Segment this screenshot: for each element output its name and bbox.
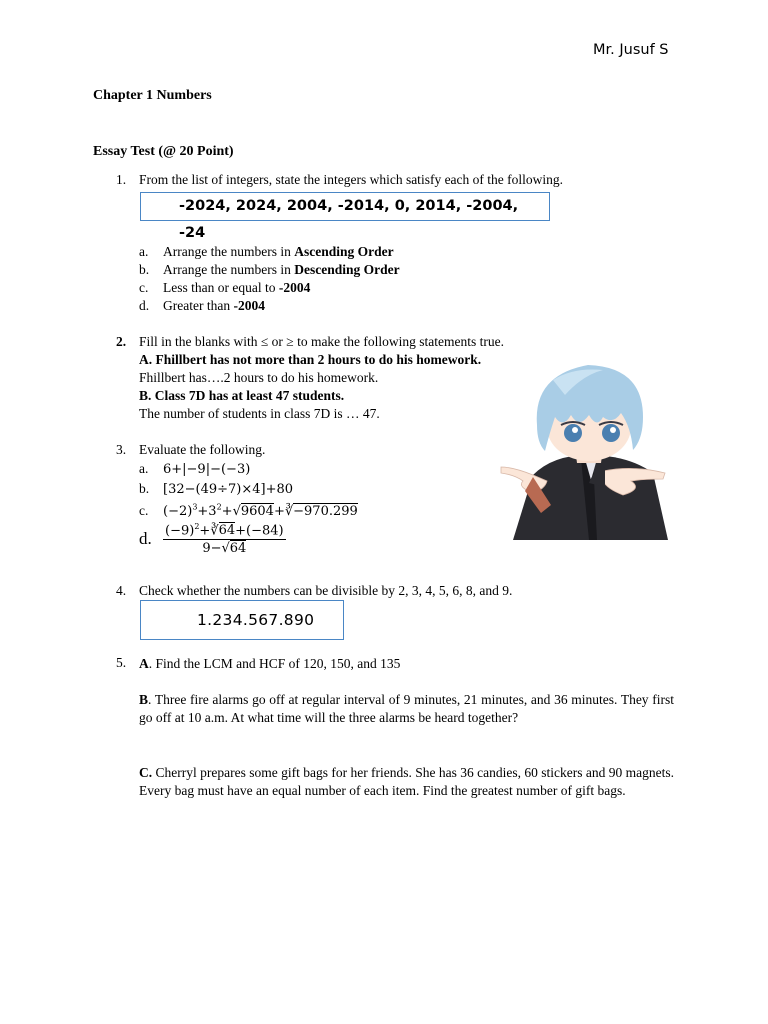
integer-list-box: -2024, 2024, 2004, -2014, 0, 2014, -2004, -24 bbox=[140, 192, 550, 221]
question-number: 3. bbox=[116, 442, 127, 457]
question-text: Evaluate the following. bbox=[139, 442, 266, 457]
question-text: Fill in the blanks with ≤ or ≥ to make the following statements true. bbox=[139, 334, 505, 349]
statement-b-blank: The number of students in class 7D is … 47. bbox=[139, 406, 380, 421]
expression-b: b. [32−(49÷7)×4]+80 bbox=[139, 481, 294, 497]
question-5b: B. Three fire alarms go off at regular interval of 9 minutes, 21 minutes, and 36 minutes. They first go off at 10 a.m. At what time will the three alarms be heard together? bbox=[139, 692, 674, 725]
expression-a: a. 6+|−9|−(−3) bbox=[139, 461, 251, 477]
question-5c: C. Cherryl prepares some gift bags for her friends. She has 36 candies, 60 stickers and 90 magnets. Every bag must have an equal number of each item. Find the greatest number of gift bags. bbox=[139, 765, 674, 798]
question-number: 2. bbox=[116, 334, 127, 349]
list-item: c. Less than or equal to -2004 bbox=[139, 280, 311, 295]
list-item: d. Greater than -2004 bbox=[139, 298, 265, 313]
question-text: Check whether the numbers can be divisible by 2, 3, 4, 5, 6, 8, and 9. bbox=[139, 583, 513, 598]
list-item: a. Arrange the numbers in Ascending Order bbox=[139, 244, 394, 259]
list-item: b. Arrange the numbers in Descending Order bbox=[139, 262, 400, 277]
number-box: 1.234.567.890 bbox=[140, 600, 344, 640]
statement-a-title: A. Fhillbert has not more than 2 hours to do his homework. bbox=[139, 352, 482, 367]
question-5a: A. Find the LCM and HCF of 120, 150, and 135 bbox=[139, 656, 401, 671]
statement-b-title: B. Class 7D has at least 47 students. bbox=[139, 388, 345, 403]
statement-a-blank: Fhillbert has….2 hours to do his homework. bbox=[139, 370, 379, 385]
expression-d: d. $\frac{(-9)^2+∛64+(-84)}{9-√64}$ bbox=[139, 522, 284, 557]
test-title: Essay Test (@ 20 Point) bbox=[93, 144, 234, 159]
anime-boy-illustration bbox=[493, 355, 683, 540]
question-number: 5. bbox=[116, 655, 127, 670]
chapter-title: Chapter 1 Numbers bbox=[93, 88, 212, 103]
question-number: 4. bbox=[116, 583, 127, 598]
question-text: From the list of integers, state the integers which satisfy each of the following. bbox=[139, 172, 564, 187]
author-name: Mr. Jusuf S bbox=[593, 42, 669, 58]
question-number: 1. bbox=[116, 172, 127, 187]
expression-c: c. $(-2)^3+3^2+√9604+∛-970.299$ bbox=[139, 503, 358, 520]
